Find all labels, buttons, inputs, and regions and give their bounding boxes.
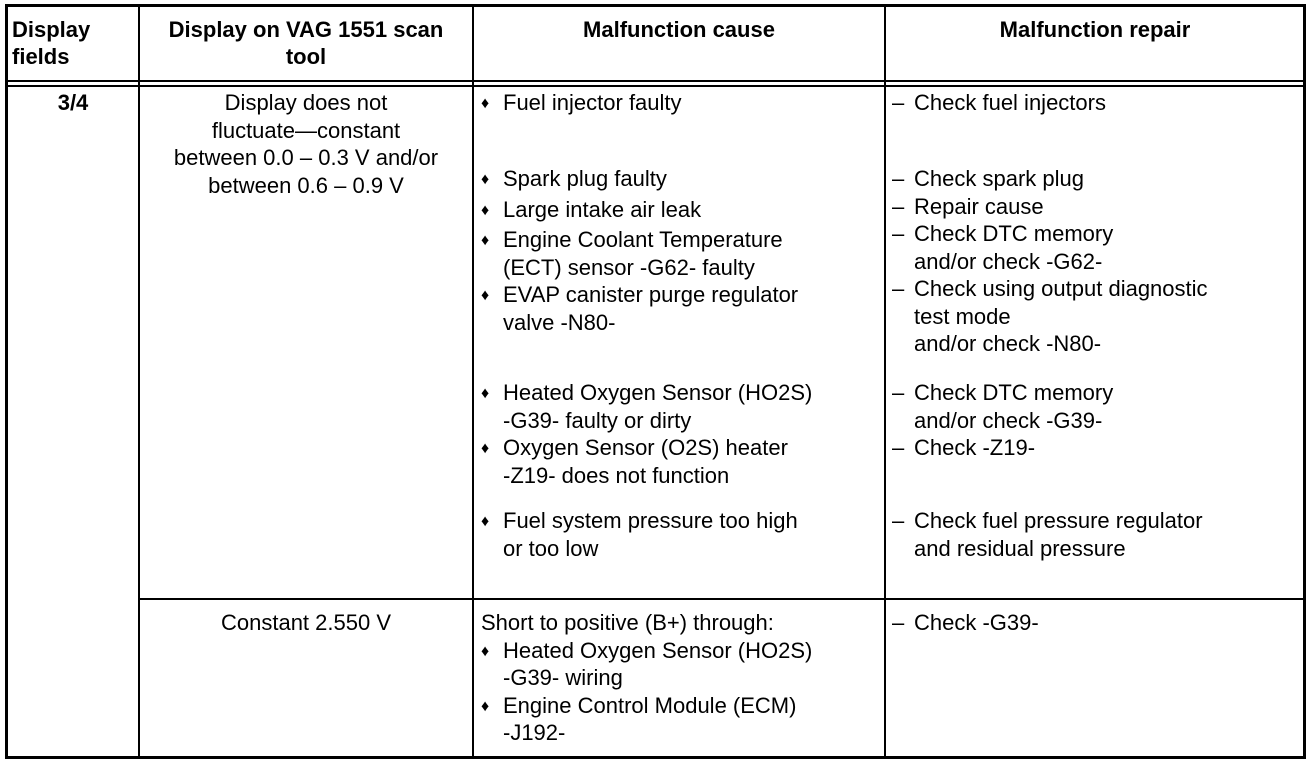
repair-group-3 <box>892 379 1113 462</box>
cause-item <box>481 165 798 196</box>
cause-item <box>481 507 798 562</box>
table-top-border <box>5 4 1306 7</box>
repair-text: Check fuel pressure regulator <box>914 508 1203 533</box>
cause-text: EVAP canister purge regulator <box>503 282 799 307</box>
header-text-line: tool <box>285 44 327 69</box>
dash-icon <box>892 89 914 117</box>
cause-text: Heated Oxygen Sensor (HO2S) <box>503 380 813 405</box>
bullet-icon <box>481 281 503 336</box>
column-divider-2 <box>472 4 474 759</box>
cause-intro: Short to positive (B+) through: <box>481 610 774 635</box>
repair-text: and/or check -N80- <box>914 331 1102 356</box>
header-malfunction-cause <box>474 16 884 43</box>
repair-item <box>892 379 1113 434</box>
cause-item <box>481 281 798 336</box>
cause-group-1 <box>481 89 682 120</box>
repair-text: Check DTC memory <box>914 221 1114 246</box>
row2-scan-tool-display <box>140 609 472 637</box>
repair-group-2 <box>892 165 1208 358</box>
repair-text: Check spark plug <box>914 166 1084 191</box>
bullet-icon <box>481 89 503 120</box>
display-line: Display does not <box>224 90 388 115</box>
dash-icon <box>892 609 914 637</box>
cause-text: -J192- <box>503 720 566 745</box>
row2-causes <box>481 609 812 747</box>
repair-item <box>892 193 1208 221</box>
repair-item <box>892 434 1113 462</box>
column-divider-3 <box>884 4 886 759</box>
cause-text: valve -N80- <box>503 309 616 335</box>
repair-item <box>892 220 1208 275</box>
header-text-line: Malfunction repair <box>999 17 1191 42</box>
cause-text: Engine Coolant Temperature <box>503 227 783 252</box>
repair-text: Check -Z19- <box>914 435 1036 460</box>
field-value: 3/4 <box>57 90 89 115</box>
cause-text: or too low <box>503 535 599 561</box>
dash-icon <box>892 379 914 434</box>
cause-item <box>481 196 798 227</box>
bullet-icon <box>481 507 503 562</box>
display-line: Constant 2.550 V <box>220 610 391 635</box>
repair-group-1 <box>892 89 1106 117</box>
repair-text: Check using output diagnostic <box>914 276 1208 301</box>
bullet-icon <box>481 165 503 196</box>
row-divider <box>139 598 1306 600</box>
repair-text: Check DTC memory <box>914 380 1114 405</box>
repair-group-4 <box>892 507 1203 562</box>
cause-text: Fuel injector faulty <box>503 90 682 115</box>
dash-icon <box>892 507 914 562</box>
display-line: between 0.6 – 0.9 V <box>208 172 404 198</box>
row-display-field <box>8 89 138 117</box>
repair-item <box>892 609 1039 637</box>
cause-item <box>481 434 812 489</box>
cause-item <box>481 379 812 434</box>
cause-group-3 <box>481 379 812 489</box>
header-text-line: Display on VAG 1551 scan <box>168 17 444 42</box>
bullet-icon <box>481 692 503 747</box>
cause-item <box>481 692 812 747</box>
cause-item <box>481 89 682 120</box>
repair-text: Check -G39- <box>914 610 1039 635</box>
header-display-on-scan-tool <box>140 16 472 70</box>
dash-icon <box>892 434 914 462</box>
header-divider <box>5 80 1306 82</box>
repair-text: test mode <box>914 303 1011 329</box>
cause-text: Oxygen Sensor (O2S) heater <box>503 435 788 460</box>
repair-text: and/or check -G62- <box>914 248 1103 274</box>
cause-text: Fuel system pressure too high <box>503 508 798 533</box>
cause-text: Large intake air leak <box>503 196 702 222</box>
bullet-icon <box>481 196 503 227</box>
dash-icon <box>892 193 914 221</box>
repair-item <box>892 507 1203 562</box>
cause-text: (ECT) sensor -G62- faulty <box>503 254 755 280</box>
header-text-line: Display <box>12 17 91 42</box>
display-line: between 0.0 – 0.3 V and/or <box>173 145 439 170</box>
bullet-icon <box>481 379 503 434</box>
dash-icon <box>892 275 914 358</box>
row-scan-tool-display <box>140 89 472 199</box>
table-left-border <box>5 4 8 759</box>
repair-item <box>892 89 1106 117</box>
table-bottom-border <box>5 756 1306 759</box>
repair-item <box>892 165 1208 193</box>
cause-item <box>481 226 798 281</box>
bullet-icon <box>481 434 503 489</box>
table-right-border <box>1303 4 1306 759</box>
cause-text: Spark plug faulty <box>503 166 667 191</box>
repair-text: Repair cause <box>914 193 1044 219</box>
dash-icon <box>892 165 914 193</box>
repair-text: and/or check -G39- <box>914 407 1103 433</box>
row2-repairs <box>892 609 1039 637</box>
cause-text: -G39- faulty or dirty <box>503 407 692 433</box>
bullet-icon <box>481 226 503 281</box>
cause-group-2 <box>481 165 798 336</box>
header-text-line: fields <box>12 44 70 69</box>
header-display-fields <box>12 16 136 70</box>
cause-text: -G39- wiring <box>503 665 623 690</box>
cause-text: -Z19- does not function <box>503 462 730 488</box>
repair-text: and residual pressure <box>914 535 1126 561</box>
cause-text: Engine Control Module (ECM) <box>503 692 797 718</box>
header-malfunction-repair <box>886 16 1304 43</box>
display-line: fluctuate—constant <box>211 117 401 143</box>
header-text-line: Malfunction cause <box>583 17 775 42</box>
repair-text: Check fuel injectors <box>914 90 1106 115</box>
cause-text: Heated Oxygen Sensor (HO2S) <box>503 637 813 663</box>
cause-group-4 <box>481 507 798 562</box>
repair-item <box>892 275 1208 358</box>
dash-icon <box>892 220 914 275</box>
cause-item <box>481 637 812 692</box>
bullet-icon <box>481 637 503 692</box>
header-divider-second <box>5 85 1306 87</box>
